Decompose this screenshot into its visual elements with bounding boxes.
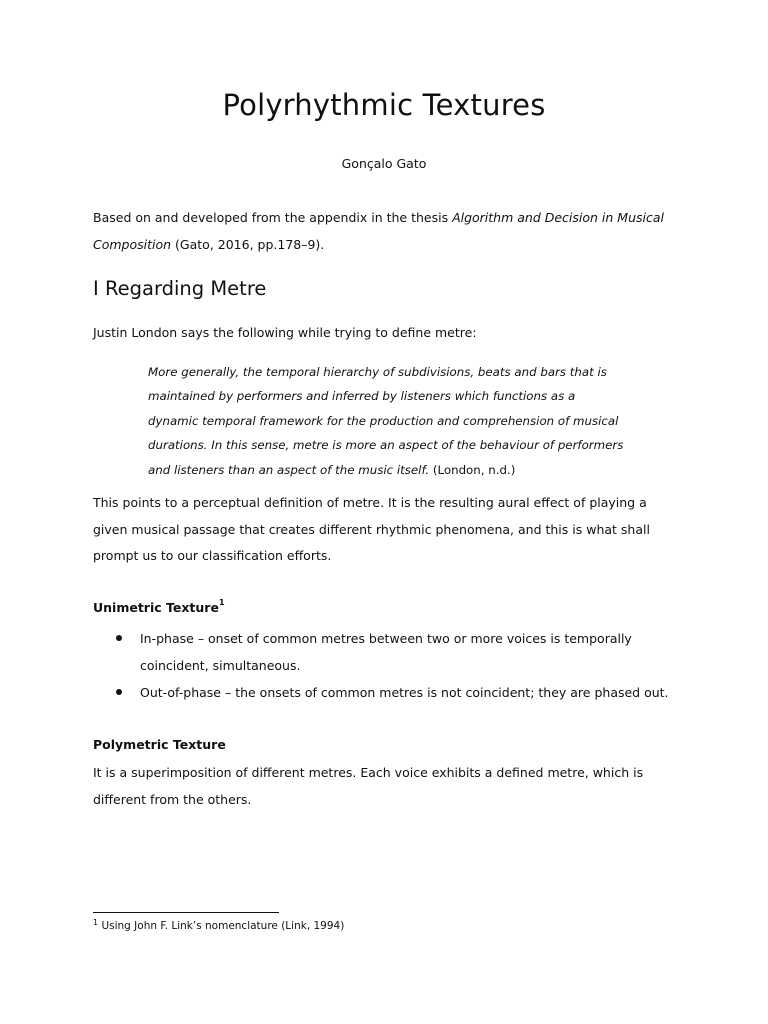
- polymetric-heading: Polymetric Texture: [93, 737, 226, 752]
- list-item: [93, 679, 693, 706]
- intro-text-before: Based on and developed from the appendix in the thesis: [93, 210, 453, 225]
- paragraph-1: This points to a perceptual definition of metre. It is the resulting aural effect of playing a given musical passage that creates different rhythmic phenomena, and this is what shall prompt us to our classification efforts.: [93, 495, 650, 563]
- footnote: [93, 920, 344, 932]
- unimetric-heading-text: Unimetric Texture: [93, 600, 219, 615]
- quote-citation: (London, n.d.): [432, 462, 516, 477]
- quote-lead: Justin London says the following while trying to define metre:: [93, 325, 477, 340]
- unimetric-heading: [93, 600, 225, 615]
- block-quote-text: More generally, the temporal hierarchy of subdivisions, beats and bars that is maintained by performers and inferred by listeners which functions as a dynamic temporal framework for the production and comprehension of musical durations. In this sense, metre is more an aspect of the behaviour of performers and listeners than an aspect of the music itself.: [148, 365, 624, 477]
- footnote-text: Using John F. Link’s nomenclature (Link, 1994): [101, 920, 345, 932]
- bullet-icon: [116, 635, 122, 641]
- list-item: [93, 625, 693, 679]
- footnote-reference[interactable]: 1: [218, 598, 225, 607]
- footnote-divider: [93, 912, 279, 913]
- intro-text-after: (Gato, 2016, pp.178–9).: [171, 236, 325, 252]
- footnote-marker: 1: [93, 918, 99, 927]
- list-item-text: In-phase – onset of common metres between two or more voices is temporally coincident, simultaneous.: [140, 631, 632, 673]
- intro-paragraph: [93, 205, 683, 258]
- bullet-icon: [116, 689, 122, 695]
- document-title: Polyrhythmic Textures: [222, 88, 546, 122]
- unimetric-bullet-list: [93, 625, 693, 706]
- section-heading: I Regarding Metre: [93, 277, 267, 300]
- thesis-title: Algorithm and Decision in Musical Composition: [93, 210, 665, 252]
- polymetric-paragraph: It is a superimposition of different metres. Each voice exhibits a defined metre, which is different from the others.: [93, 765, 644, 807]
- block-quote: [148, 360, 628, 482]
- list-item-text: Out-of-phase – the onsets of common metres is not coincident; they are phased out.: [140, 685, 669, 700]
- author-name: Gonçalo Gato: [341, 156, 427, 171]
